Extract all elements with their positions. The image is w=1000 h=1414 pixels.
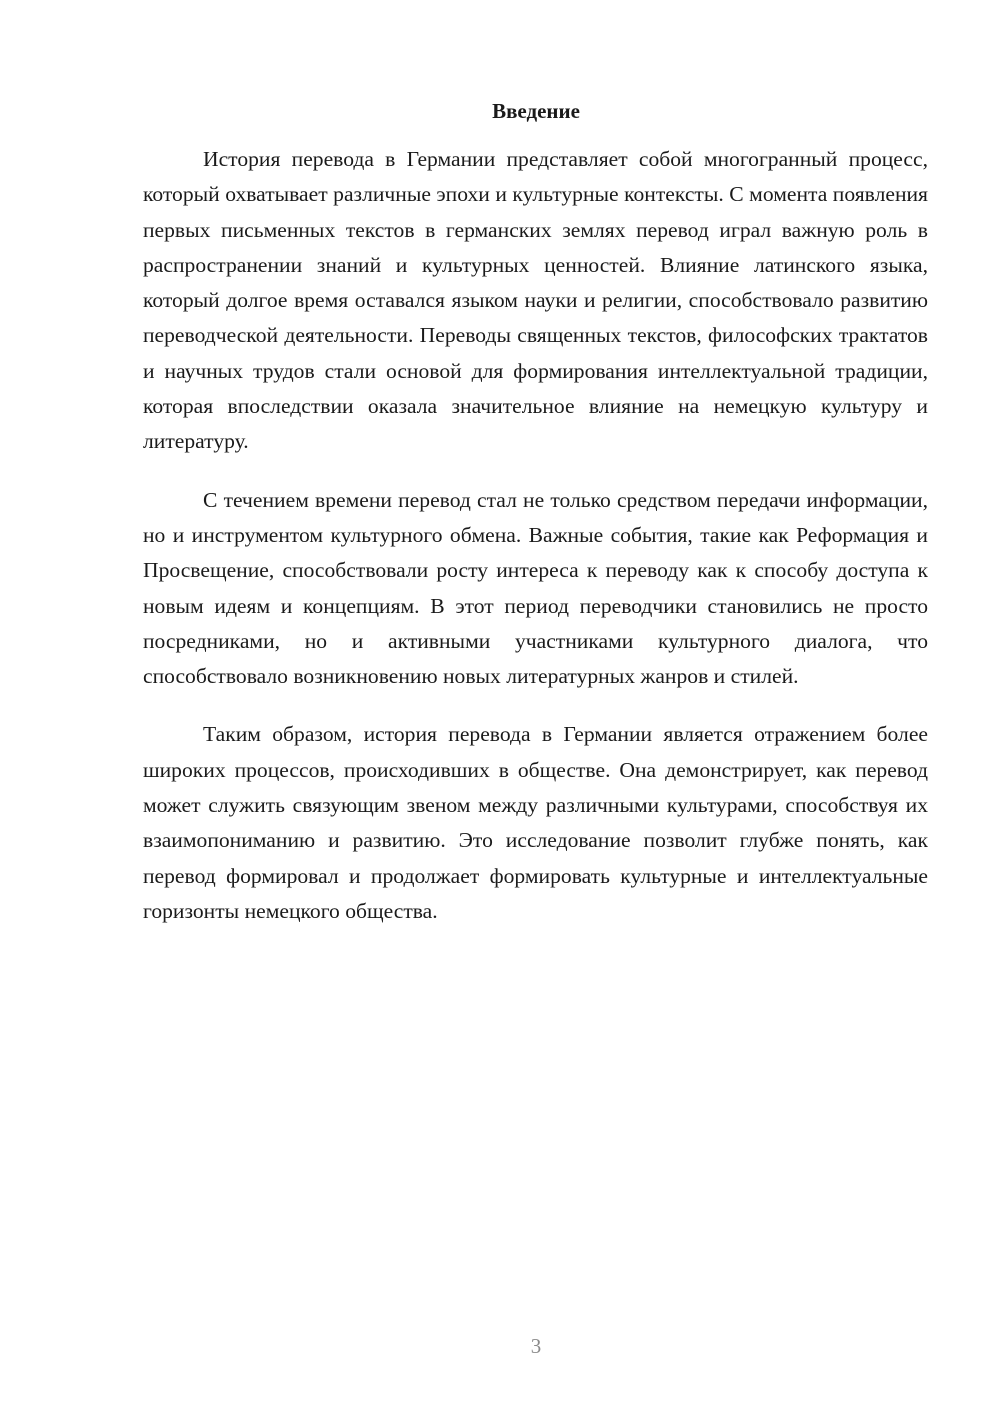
page-number: 3	[530, 1334, 542, 1358]
paragraph-1: История перевода в Германии представляет собой многогранный процесс, который охватывает различные эпохи и культурные контексты. С момента появления первых письменных текстов в германских землях перевод играл важную роль в распространении знаний и культурных ценностей. Влияние латинского языка, который долгое время оставался языком науки и религии, способствовало развитию переводческой деятельности. Переводы священных текстов, философских трактатов и научных трудов стали основой для формирования интеллектуальной традиции, которая впоследствии оказала значительное влияние на немецкую культуру и литературу.	[143, 147, 928, 454]
paragraph-2: С течением времени перевод стал не только средством передачи информации, но и инструментом культурного обмена. Важные события, такие как Реформация и Просвещение, способствовали росту интереса к переводу как к способу доступа к новым идеям и концепциям. В этот период переводчики становились не просто посредниками, но и активными участниками культурного диалога, что способствовало возникновению новых литературных жанров и стилей.	[143, 487, 928, 689]
paragraph-3: Таким образом, история перевода в Германии является отражением более широких процессов, происходивших в обществе. Она демонстрирует, как перевод может служить связующим звеном между различными культурами, способствуя их взаимопониманию и развитию. Это исследование позволит глубже понять, как перевод формировал и продолжает формировать культурные и интеллектуальные горизонты немецкого общества.	[143, 722, 928, 923]
body-text	[143, 142, 928, 952]
page-title: Введение	[492, 99, 580, 123]
